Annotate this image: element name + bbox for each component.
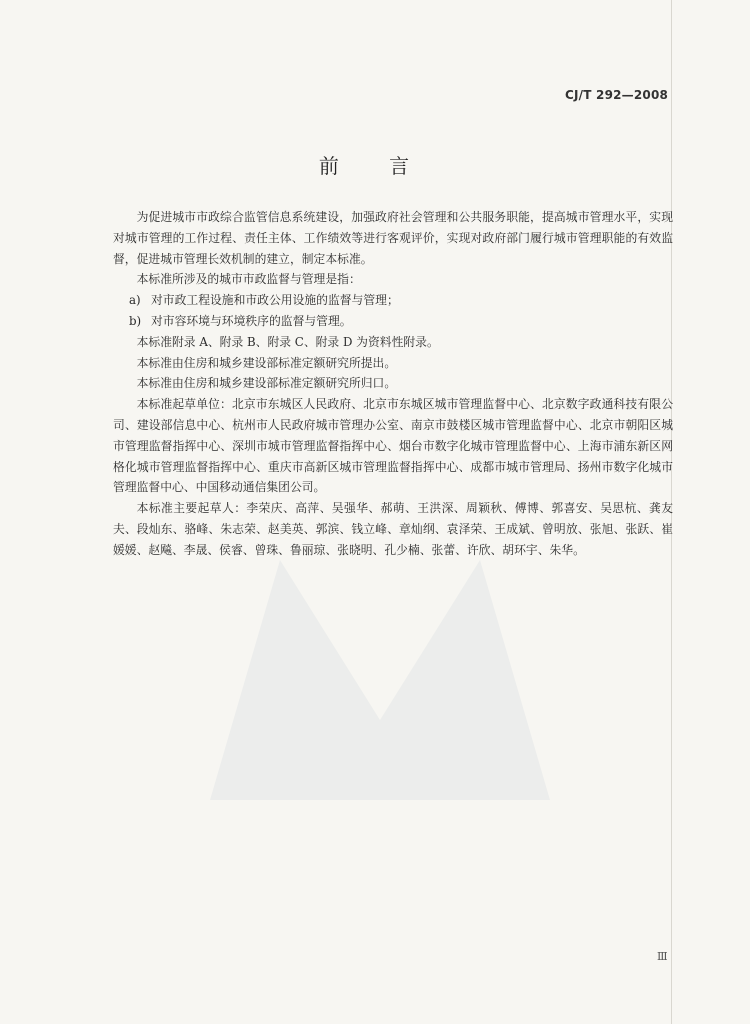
list-item-b-text: 对市容环境与环境秩序的监督与管理。 — [151, 313, 352, 328]
page-number: Ⅲ — [657, 950, 668, 963]
list-item-a-text: 对市政工程设施和市政公用设施的监督与管理； — [151, 293, 399, 308]
paragraph-drafters: 本标准主要起草人：李荣庆、高萍、吴强华、郝萌、王洪深、周颖秋、傅博、郭喜安、吴思杭、龚友夫、段灿东、骆峰、朱志荣、赵美英、郭滨、钱立峰、章灿纲、袁泽荣、王成斌、曾明放、张旭、张跃、崔媛媛、赵飚、李晟、侯睿、曾珠、鲁丽琼、张晓明、孔少楠、张蕾、许欣、胡环宇、朱华。 — [113, 501, 673, 557]
paragraph-custodian: 本标准由住房和城乡建设部标准定额研究所归口。 — [136, 376, 397, 391]
paragraph-purpose: 为促进城市市政综合监管信息系统建设，加强政府社会管理和公共服务职能，提高城市管理水平，实现对城市管理的工作过程、责任主体、工作绩效等进行客观评价，实现对政府部门履行城市管理职能的有效监督，促进城市管理长效机制的建立，制定本标准。 — [113, 210, 673, 266]
list-item-a-mark: a) — [129, 293, 141, 308]
paragraph-drafting-units: 本标准起草单位：北京市东城区人民政府、北京市东城区城市管理监督中心、北京数字政通科技有限公司、建设部信息中心、杭州市人民政府城市管理办公室、南京市鼓楼区城市管理监督中心、北京市朝阳区城市管理监督指挥中心、深圳市城市管理监督指挥中心、烟台市数字化城市管理监督中心、上海市浦东新区网格化城市管理监督指挥中心、重庆市高新区城市管理监督指挥中心、成都市城市管理局、扬州市数字化城市管理监督中心、中国移动通信集团公司。 — [113, 397, 673, 495]
paragraph-proposer: 本标准由住房和城乡建设部标准定额研究所提出。 — [136, 355, 397, 370]
list-item-a — [113, 290, 673, 311]
list-item-b-mark: b) — [129, 313, 142, 328]
list-item-b — [113, 311, 673, 332]
foreword-body — [113, 207, 673, 561]
document-code: CJ/T 292—2008 — [565, 88, 669, 102]
page-title: 前 言 — [318, 154, 432, 178]
paragraph-appendix: 本标准附录 A、附录 B、附录 C、附录 D 为资料性附录。 — [136, 334, 439, 349]
watermark-logo — [190, 520, 570, 820]
paragraph-scope-intro: 本标准所涉及的城市市政监督与管理是指： — [136, 272, 361, 287]
